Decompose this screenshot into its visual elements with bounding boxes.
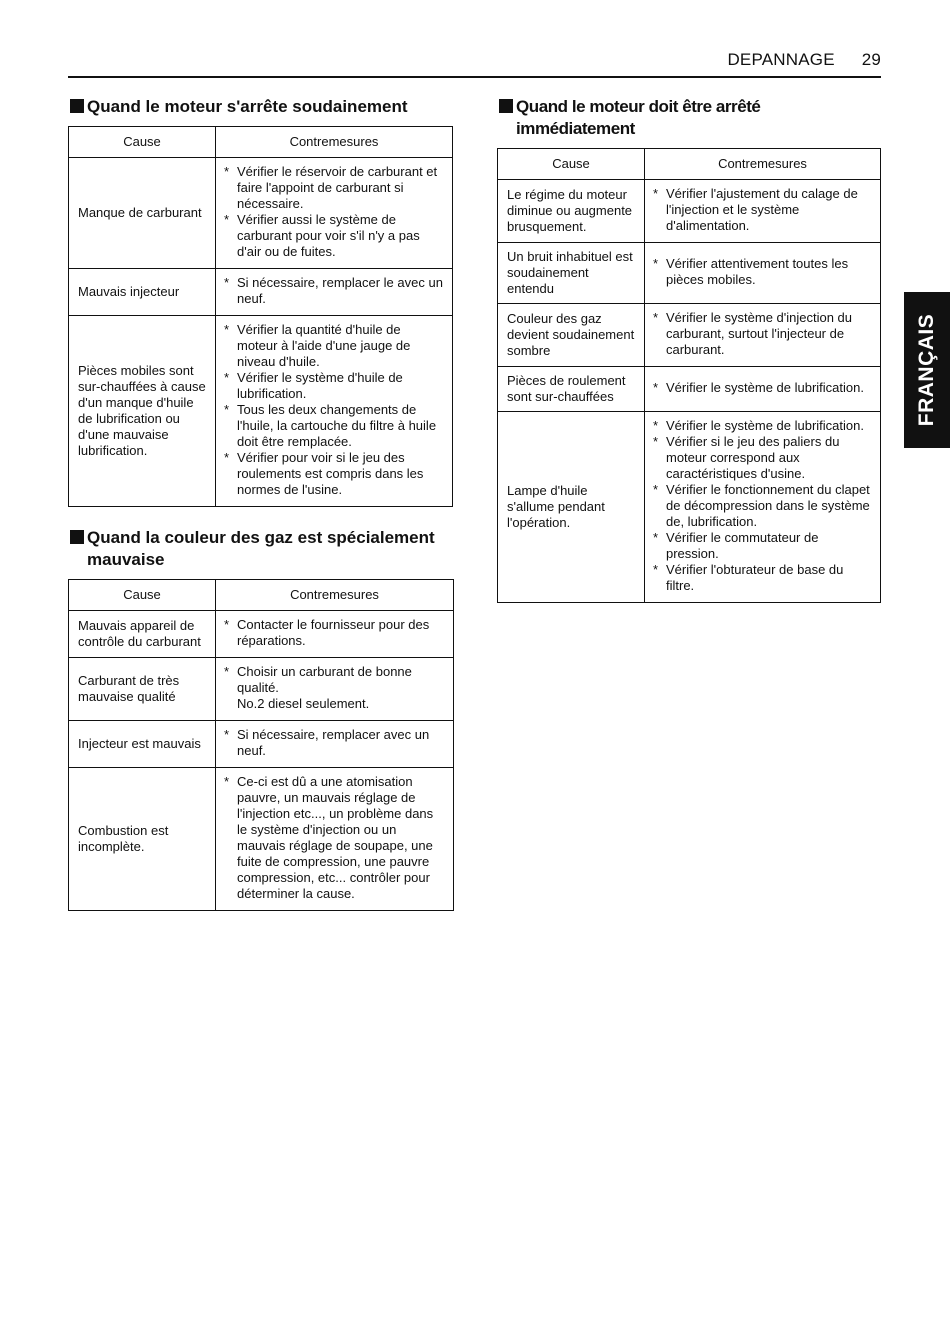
cause-cell: Pièces de roulement sont sur-chauffées	[498, 367, 645, 412]
section-name: DEPANNAGE	[727, 50, 835, 69]
cause-cell: Pièces mobiles sont sur-chauffées à cause d'un manque d'huile de lubrification ou d'une mauvaise lubrification.	[69, 316, 216, 507]
cause-cell: Couleur des gaz devient soudainement sombre	[498, 304, 645, 367]
troubleshooting-table	[68, 579, 454, 911]
section-title: Quand la couleur des gaz est spécialement mauvaise	[68, 527, 454, 571]
column-header-cause: Cause	[498, 149, 645, 180]
measure-item: * Si nécessaire, remplacer le avec un neuf.	[224, 275, 443, 306]
section-engine-stops	[68, 96, 453, 507]
cause-cell: Le régime du moteur diminue ou augmente brusquement.	[498, 180, 645, 243]
measures-cell	[216, 768, 454, 911]
measures-cell	[645, 304, 881, 367]
section-title: Quand le moteur doit être arrêté immédiatement	[497, 96, 881, 140]
measures-cell	[216, 158, 453, 269]
cause-cell: Carburant de très mauvaise qualité	[69, 658, 216, 721]
column-header-measures: Contremesures	[645, 149, 881, 180]
column-header-cause: Cause	[69, 580, 216, 611]
cause-cell: Lampe d'huile s'allume pendant l'opération.	[498, 412, 645, 603]
table-row	[498, 412, 881, 603]
table-row	[498, 180, 881, 243]
measures-cell	[216, 269, 453, 316]
cause-cell: Combustion est incomplète.	[69, 768, 216, 911]
cause-cell: Manque de carburant	[69, 158, 216, 269]
table-header-row	[498, 149, 881, 180]
measure-item: * Vérifier l'obturateur de base du filtre.	[653, 562, 844, 593]
measure-item: * Vérifier le réservoir de carburant et faire l'appoint de carburant si nécessaire.	[224, 164, 438, 211]
section-stop-immediately	[497, 96, 881, 603]
measures-cell	[216, 658, 454, 721]
table-row	[69, 316, 453, 507]
measure-item: * Vérifier le système de lubrification.	[653, 380, 864, 395]
measure-item: * Vérifier la quantité d'huile de moteur à l'aide d'une jauge de niveau d'huile.	[224, 322, 411, 369]
measure-item: * Vérifier le fonctionnement du clapet de décompression dans le système de, lubrification.	[653, 482, 870, 529]
table-row	[69, 768, 454, 911]
table-row	[69, 611, 454, 658]
measures-cell	[216, 721, 454, 768]
section-exhaust-color	[68, 527, 454, 911]
section-title: Quand le moteur s'arrête soudainement	[68, 96, 453, 118]
table-row	[69, 158, 453, 269]
column-header-measures: Contremesures	[216, 580, 454, 611]
table-row	[498, 304, 881, 367]
measure-item: * Vérifier pour voir si le jeu des roulements est compris dans les normes de l'usine.	[224, 450, 424, 497]
measures-cell	[216, 316, 453, 507]
measure-item: * Vérifier le commutateur de pression.	[653, 530, 819, 561]
column-header-measures: Contremesures	[216, 127, 453, 158]
measure-item: * Choisir un carburant de bonne qualité. No.2 diesel seulement.	[224, 664, 412, 711]
table-row	[69, 721, 454, 768]
troubleshooting-table	[68, 126, 453, 507]
table-row	[69, 658, 454, 721]
measures-cell	[216, 611, 454, 658]
cause-cell: Injecteur est mauvais	[69, 721, 216, 768]
measure-item: * Vérifier aussi le système de carburant pour voir s'il n'y a pas d'air ou de fuites.	[224, 212, 420, 259]
bullet-square-icon	[70, 530, 84, 544]
cause-cell: Mauvais injecteur	[69, 269, 216, 316]
language-tab	[904, 292, 950, 448]
measure-item: * Vérifier si le jeu des paliers du moteur correspond aux caractéristiques d'usine.	[653, 434, 840, 481]
measure-item: * Si nécessaire, remplacer avec un neuf.	[224, 727, 430, 758]
measure-item: * Tous les deux changements de l'huile, la cartouche du filtre à huile doit être remplacée.	[224, 402, 437, 449]
measure-item: * Vérifier le système d'injection du carburant, surtout l'injecteur de carburant.	[653, 310, 853, 357]
page-header	[68, 48, 881, 78]
table-row	[69, 269, 453, 316]
language-label: FRANÇAIS	[915, 313, 938, 427]
table-row	[498, 243, 881, 304]
table-row	[498, 367, 881, 412]
measure-item: * Vérifier l'ajustement du calage de l'injection et le système d'alimentation.	[653, 186, 858, 233]
cause-cell: Un bruit inhabituel est soudainement entendu	[498, 243, 645, 304]
column-header-cause: Cause	[69, 127, 216, 158]
bullet-square-icon	[70, 99, 84, 113]
measure-item: * Contacter le fournisseur pour des réparations.	[224, 617, 430, 648]
table-header-row	[69, 580, 454, 611]
measure-item: * Vérifier attentivement toutes les pièces mobiles.	[653, 256, 849, 287]
measures-cell	[645, 243, 881, 304]
measure-item: * Ce-ci est dû a une atomisation pauvre, un mauvais réglage de l'injection etc..., un problème dans le système d'injection ou un mauvais réglage de soupape, une fuite de compression, une pauvre compression, etc... contrôler pour déterminer la cause.	[224, 774, 434, 901]
header-right	[727, 50, 881, 70]
measures-cell	[645, 180, 881, 243]
measures-cell	[645, 412, 881, 603]
bullet-square-icon	[499, 99, 513, 113]
measure-item: * Vérifier le système d'huile de lubrification.	[224, 370, 403, 401]
cause-cell: Mauvais appareil de contrôle du carburant	[69, 611, 216, 658]
measures-cell	[645, 367, 881, 412]
measure-item: * Vérifier le système de lubrification.	[653, 418, 864, 433]
table-header-row	[69, 127, 453, 158]
troubleshooting-table	[497, 148, 881, 603]
page-number: 29	[861, 50, 881, 69]
